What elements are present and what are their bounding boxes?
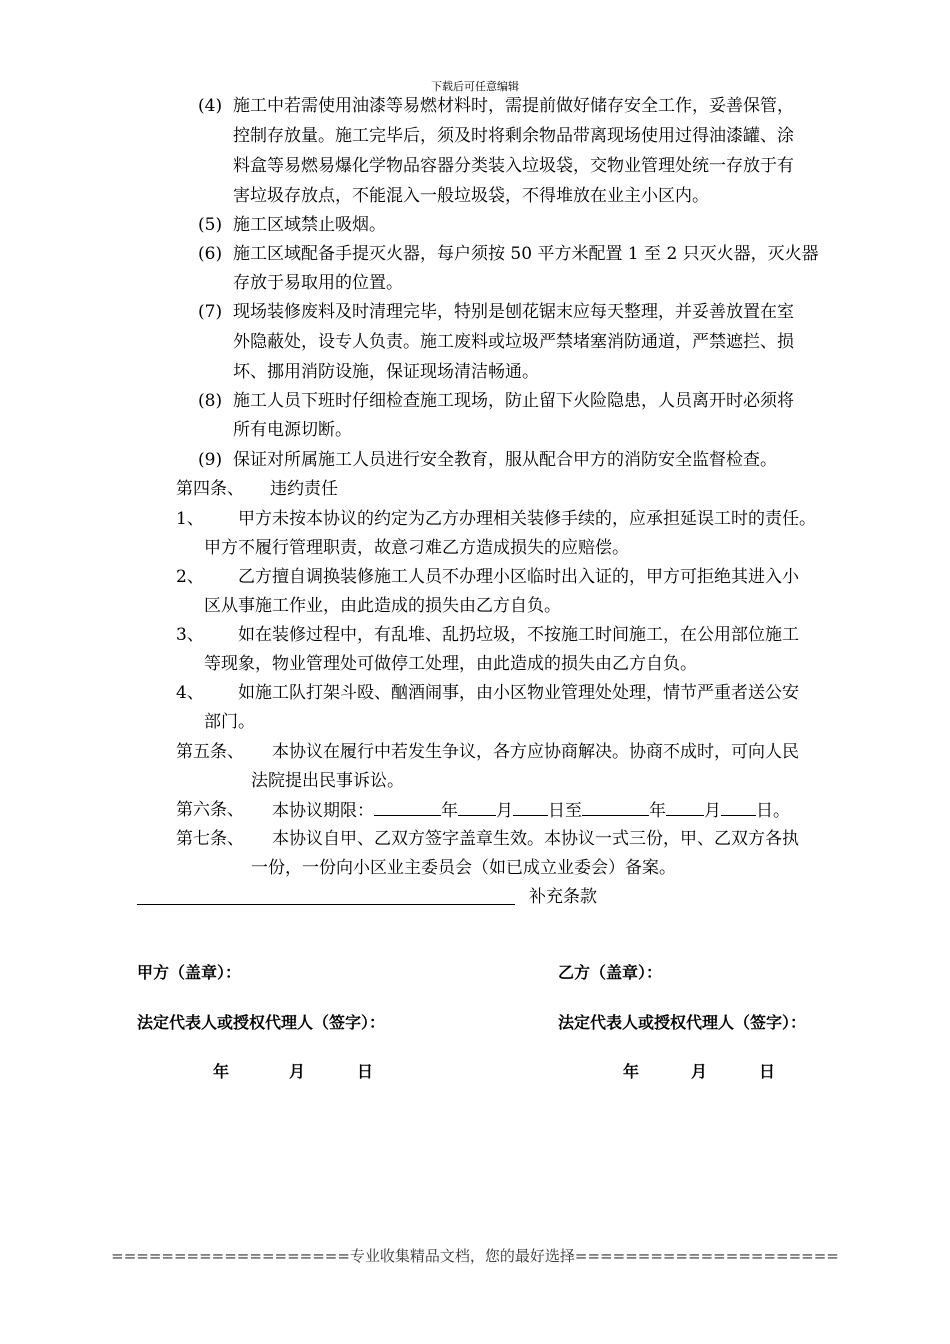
article-5-line: 法院提出民事诉讼。 — [251, 771, 404, 791]
supplement-rule — [137, 904, 515, 905]
end-month-label: 月 — [704, 801, 721, 821]
item-8-line: 所有电源切断。 — [233, 420, 352, 440]
clause-3-line: 如在装修过程中，有乱堆、乱扔垃圾，不按施工时间施工，在公用部位施工 — [238, 625, 799, 645]
party-a-day-label: 日 — [357, 1062, 374, 1081]
item-4-line: 害垃圾存放点，不能混入一般垃圾袋，不得堆放在业主小区内。 — [233, 186, 709, 206]
article-4-heading: 违约责任 — [270, 479, 338, 499]
party-a-rep-label: 法定代表人或授权代理人（签字）： — [137, 1013, 386, 1032]
supplement-title: 补充条款 — [529, 887, 597, 907]
item-7-line: 坏、挪用消防设施，保证现场清洁畅通。 — [233, 362, 539, 382]
clause-1-line: 甲方不履行管理职责，故意刁难乙方造成损失的应赔偿。 — [204, 538, 629, 558]
clause-3-line: 等现象，物业管理处可做停工处理，由此造成的损失由乙方自负。 — [204, 654, 697, 674]
clause-3-num: 3、 — [176, 625, 204, 645]
item-9-label: (9) — [198, 450, 223, 470]
clause-1-line: 甲方未按本协议的约定为乙方办理相关装修手续的，应承担延误工时的责任。 — [238, 509, 816, 529]
item-7-line: 外隐蔽处，设专人负责。施工废料或垃圾严禁堵塞消防通道，严禁遮拦、损 — [233, 332, 794, 352]
start-month-label: 月 — [496, 801, 513, 821]
item-4-line: 施工中若需使用油漆等易燃材料时，需提前做好储存安全工作，妥善保管， — [233, 96, 794, 116]
party-a-seal-label: 甲方（盖章）： — [137, 963, 242, 982]
clause-4-line: 部门。 — [204, 712, 255, 732]
item-4-line: 控制存放量。施工完毕后，须及时将剩余物品带离现场使用过得油漆罐、涂 — [233, 126, 794, 146]
party-b-rep-label: 法定代表人或授权代理人（签字）： — [558, 1013, 807, 1032]
article-5-line: 本协议在履行中若发生争议，各方应协商解决。协商不成时，可向人民 — [272, 742, 799, 762]
clause-1-num: 1、 — [176, 509, 204, 529]
clause-2-num: 2、 — [176, 567, 204, 587]
item-9-line: 保证对所属施工人员进行安全教育，服从配合甲方的消防安全监督检查。 — [233, 450, 777, 470]
party-b-seal-label: 乙方（盖章）： — [558, 963, 663, 982]
start-day-label: 日至 — [548, 801, 582, 821]
party-b-year-label: 年 — [623, 1062, 640, 1081]
item-5-label: (5) — [198, 215, 223, 235]
end-year-label: 年 — [649, 801, 666, 821]
article-7-line: 一份，一份向小区业主委员会（如已成立业委会）备案。 — [251, 858, 676, 878]
item-6-line: 施工区域配备手提灭火器，每户须按 50 平方米配置 1 至 2 只灭火器，灭火器 — [233, 244, 819, 264]
article-7-title: 第七条、 — [176, 829, 244, 849]
article-6-prefix: 本协议期限： — [272, 801, 374, 821]
start-month-blank[interactable] — [458, 799, 496, 816]
item-8-label: (8) — [198, 391, 223, 411]
article-5-title: 第五条、 — [176, 742, 244, 762]
article-6-term — [272, 799, 790, 822]
clause-4-num: 4、 — [176, 683, 204, 703]
start-year-blank[interactable] — [374, 799, 441, 816]
start-year-label: 年 — [441, 801, 458, 821]
item-6-label: (6) — [198, 244, 223, 264]
start-day-blank[interactable] — [513, 799, 548, 816]
article-7-line: 本协议自甲、乙双方签字盖章生效。本协议一式三份，甲、乙双方各执 — [272, 829, 799, 849]
page-header-note: 下载后可任意编辑 — [431, 80, 519, 93]
party-a-month-label: 月 — [289, 1062, 306, 1081]
party-b-day-label: 日 — [759, 1062, 776, 1081]
clause-4-line: 如施工队打架斗殴、酗酒闹事，由小区物业管理处处理，情节严重者送公安 — [238, 683, 799, 703]
end-year-blank[interactable] — [582, 799, 649, 816]
clause-2-line: 乙方擅自调换装修施工人员不办理小区临时出入证的，甲方可拒绝其进入小 — [238, 567, 799, 587]
article-4-title: 第四条、 — [176, 479, 244, 499]
item-7-label: (7) — [198, 302, 223, 322]
party-b-month-label: 月 — [691, 1062, 708, 1081]
clause-2-line: 区从事施工作业，由此造成的损失由乙方自负。 — [204, 596, 561, 616]
party-a-year-label: 年 — [213, 1062, 230, 1081]
item-6-line: 存放于易取用的位置。 — [233, 273, 403, 293]
end-day-label: 日。 — [756, 801, 790, 821]
item-4-label: (4) — [198, 96, 223, 116]
article-6-title: 第六条、 — [176, 800, 244, 820]
end-month-blank[interactable] — [666, 799, 704, 816]
item-5-line: 施工区域禁止吸烟。 — [233, 215, 386, 235]
end-day-blank[interactable] — [721, 799, 756, 816]
item-4-line: 料盒等易燃易爆化学物品容器分类装入垃圾袋，交物业管理处统一存放于有 — [233, 156, 794, 176]
item-8-line: 施工人员下班时仔细检查施工现场，防止留下火险隐患，人员离开时必须将 — [233, 391, 794, 411]
item-7-line: 现场装修废料及时清理完毕，特别是刨花锯末应每天整理，并妥善放置在室 — [233, 302, 794, 322]
page-footer: ===================专业收集精品文档，您的最好选择===================== — [111, 1247, 839, 1265]
